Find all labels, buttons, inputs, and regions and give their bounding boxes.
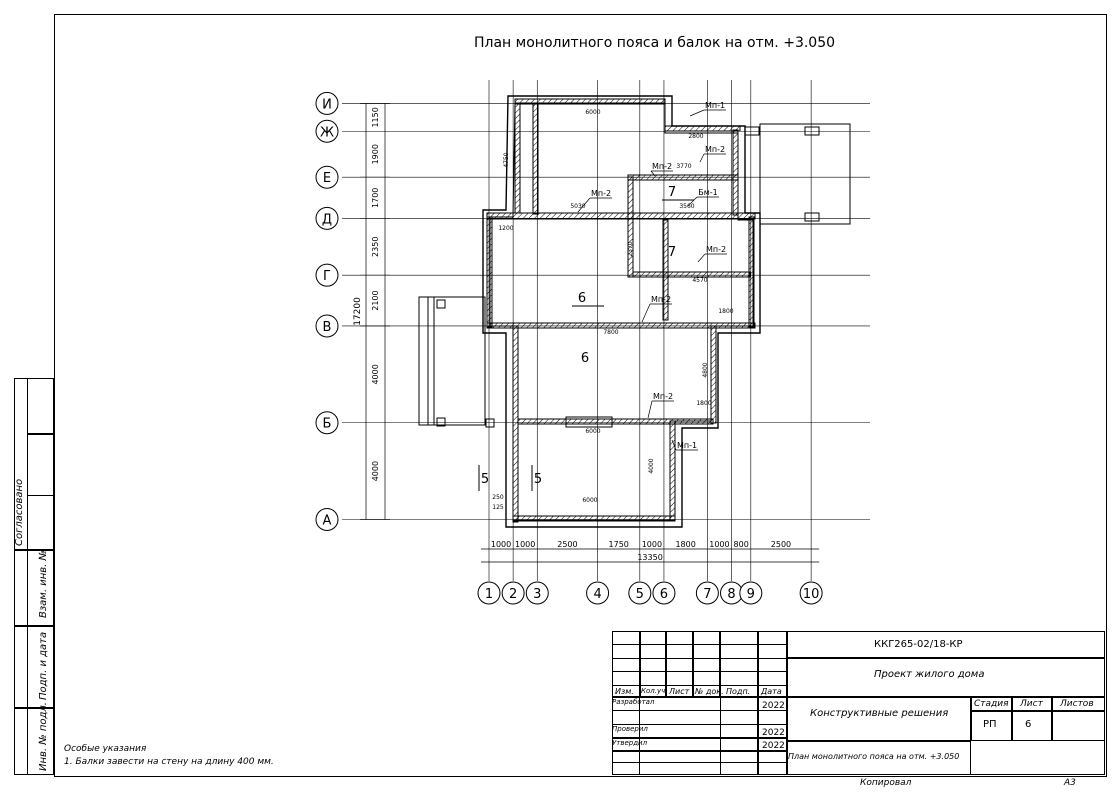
agreed-label: Согласовано	[14, 478, 25, 546]
year-dev: 2022	[762, 701, 785, 711]
row-axis-label: И	[322, 97, 332, 113]
inv-label: Инв. № подл.	[38, 702, 49, 771]
plan-dim-value: 2800	[688, 133, 704, 140]
beam-label: Мп-2	[652, 392, 674, 401]
plan-dim-value: 6000	[585, 109, 601, 116]
col-dim-value: 2500	[557, 540, 578, 549]
stage-label: Стадия	[974, 699, 1009, 709]
row-axis-label: Г	[323, 269, 331, 285]
row-dim-value: 4000	[371, 460, 380, 482]
belt-top	[515, 99, 665, 104]
copied-label: Копировал	[860, 778, 912, 788]
plan-dim-value: 5030	[570, 203, 586, 210]
terrace-column	[805, 213, 819, 221]
hdr-list: Лист	[669, 687, 690, 696]
belt-left-upper	[515, 103, 520, 213]
title-block	[612, 631, 1105, 775]
row-axis-label: В	[322, 319, 332, 335]
row-axis-label: Д	[321, 212, 333, 228]
plan-dim-value: 6000	[585, 428, 601, 435]
plan-dim-value: 4000	[648, 458, 655, 474]
section-mark: 6	[577, 291, 587, 306]
role-approve: Утвердил	[612, 739, 648, 747]
col-axis-label: 6	[659, 587, 669, 602]
terrace-outline	[760, 124, 850, 224]
plan-dim-value: 3770	[676, 163, 692, 170]
belt-axis3	[533, 104, 538, 214]
plan-dim-value: 3560	[679, 203, 695, 210]
side-stamp	[14, 378, 54, 775]
hdr-podp: Подп.	[726, 687, 751, 696]
sheet-label: Лист	[1020, 699, 1043, 709]
section-mark: 5	[480, 472, 490, 487]
col-dim-value: 1000	[515, 540, 536, 549]
beam-leader	[700, 154, 704, 162]
plan-dim-value: 4750	[503, 152, 510, 168]
row-dim-value: 2100	[371, 290, 380, 311]
belt-right-bottom	[670, 421, 675, 520]
row-dim-value: 1150	[371, 107, 380, 128]
row-dim-value: 1700	[371, 187, 380, 208]
col-dim-value: 1000	[490, 540, 512, 549]
drawing-title: План монолитного пояса и балок на отм. +3.050	[474, 35, 836, 51]
col-dim-value: 800	[733, 540, 749, 549]
row-dim-value: 1900	[371, 144, 380, 165]
sheet-value: 6	[1025, 719, 1032, 730]
row-dim-value: 2350	[371, 236, 380, 257]
plan-dim-value: 2370	[627, 241, 634, 257]
belt-left-mid	[487, 217, 492, 327]
plan-dim-value: 4800	[702, 362, 709, 378]
role-check: Проверил	[612, 725, 648, 733]
col-axis-label: 7	[703, 587, 712, 602]
beam-label: Мп-2	[704, 145, 726, 154]
col-axis-label: 1	[484, 587, 494, 602]
belt-b	[518, 419, 713, 424]
row-total-value: 17200	[353, 297, 363, 326]
col-total-value: 13350	[637, 553, 663, 562]
beam-label: Мп-1	[676, 441, 698, 450]
section-mark: 7	[667, 245, 677, 260]
beam-label: Мп-2	[590, 189, 612, 198]
belt-a	[513, 516, 675, 521]
section-name: Конструктивные решения	[810, 708, 949, 719]
beam-leader	[690, 110, 704, 116]
notes-title: Особые указания	[64, 744, 147, 754]
col-axis-label: 5	[635, 587, 644, 602]
col-axis-label: 10	[802, 587, 820, 602]
beam-leader	[642, 304, 650, 322]
plan-dim-value: 6000	[582, 497, 598, 504]
row-axis-label: Ж	[319, 125, 335, 141]
doc-code: ККГ265-02/18-КР	[874, 639, 963, 650]
year-approve: 2022	[762, 741, 785, 751]
beam-label: Мп-2	[650, 295, 672, 304]
section-mark: 5	[533, 472, 543, 487]
stage-value: РП	[983, 719, 997, 730]
belt-axis6-mid	[663, 220, 668, 320]
plan-dim-value: 7800	[603, 329, 619, 336]
vzam-label: Взам. инв. №	[38, 550, 49, 618]
beam-label: Мп-2	[705, 245, 727, 254]
section-mark: 7	[667, 185, 677, 200]
col-axis-label: 9	[746, 587, 755, 602]
plan-dim-value: 125	[492, 504, 504, 511]
col-dim-value: 2500	[770, 540, 792, 549]
section-mark: 6	[580, 351, 590, 366]
belt-zh	[665, 126, 740, 131]
belt-left-lower	[513, 326, 518, 522]
porch-column	[437, 300, 445, 308]
beam-leader	[698, 254, 705, 262]
belt-d	[487, 213, 755, 219]
porch-outline	[419, 297, 485, 425]
year-check: 2022	[762, 728, 785, 738]
belt-e	[628, 175, 738, 180]
col-dim-value: 1750	[608, 540, 629, 549]
hdr-ndok: № док.	[695, 687, 724, 696]
podp-label: Подп. и дата	[38, 631, 49, 700]
beam-label: Мп-1	[704, 101, 726, 110]
belt-right-upper	[733, 130, 738, 215]
row-axis-label: А	[322, 513, 332, 529]
sheet-name: План монолитного пояса на отм. +3.050	[788, 752, 960, 761]
row-axis-label: Е	[322, 171, 332, 187]
notes-line: 1. Балки завести на стену на длину 400 мм.	[64, 757, 274, 767]
col-dim-value: 1000	[709, 540, 730, 549]
row-axis-label: Б	[322, 416, 332, 432]
porch-wall	[428, 297, 434, 425]
col-axis-label: 3	[533, 587, 542, 602]
beam-leader	[648, 401, 652, 418]
plan-dim-value: 250	[492, 494, 504, 501]
sheets-label: Листов	[1060, 699, 1094, 709]
belt-inner-left	[628, 177, 633, 277]
role-dev: Разработал	[612, 698, 655, 706]
row-dim-value: 4000	[371, 364, 380, 385]
building-inner	[490, 103, 753, 520]
format-label: А3	[1064, 778, 1076, 788]
hdr-kol: Кол.уч	[641, 687, 666, 695]
col-dim-value: 1000	[641, 540, 663, 549]
plan-dim-value: 1200	[498, 225, 514, 232]
project-name: Проект жилого дома	[874, 669, 985, 680]
col-axis-label: 8	[727, 587, 736, 602]
hdr-izm: Изм.	[615, 687, 634, 696]
beam-label: Мп-2	[651, 162, 673, 171]
col-dim-value: 1800	[675, 540, 696, 549]
plan-dim-value: 1800	[718, 308, 734, 315]
plan-dim-value: 4570	[692, 277, 708, 284]
plan-dim-value: 1800	[696, 400, 712, 407]
col-axis-label: 2	[508, 587, 518, 602]
col-axis-label: 4	[593, 587, 602, 602]
belt-right-lower	[711, 326, 716, 423]
beam-label: Бм-1	[698, 188, 718, 197]
hdr-data: Дата	[761, 687, 782, 696]
